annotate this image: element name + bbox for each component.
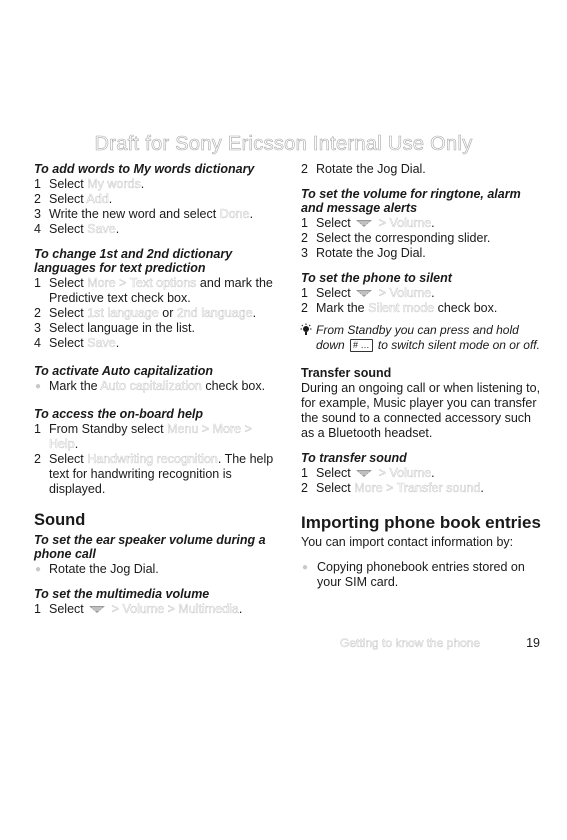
hash-key-icon: # …	[350, 339, 373, 352]
transfer-sound-section	[301, 366, 541, 496]
transfer-sound-title: Transfer sound	[301, 366, 392, 380]
change-language-step-3: 3 Select language in the list.	[34, 321, 195, 335]
ear-speaker-heading: To set the ear speaker volume during a phone call	[34, 533, 266, 561]
menu-label-save: Save	[87, 222, 116, 236]
help-step-1: 1 From Standby select Menu > More > Help.	[34, 422, 252, 451]
transfer-sound-step-2: 2 Select More > Transfer sound.	[301, 481, 484, 495]
add-words-section	[34, 162, 280, 237]
bullet-icon: ●	[302, 562, 309, 573]
menu-label-volume: > Volume	[375, 216, 432, 230]
settings-icon	[88, 605, 106, 614]
change-language-step-2: 2 Select 1st language or 2nd language.	[34, 306, 257, 320]
menu-label-2nd-language: 2nd language	[176, 306, 253, 320]
menu-label-text-options: More > Text options	[87, 276, 197, 290]
settings-icon	[355, 469, 373, 478]
page-footer	[340, 636, 540, 651]
silent-heading: To set the phone to silent	[301, 271, 452, 285]
import-phonebook-body: You can import contact information by:	[301, 535, 514, 549]
menu-label-save: Save	[87, 336, 116, 350]
menu-label-help-path: Menu > More > Help	[49, 422, 252, 451]
silent-step-2: 2 Mark the Silent mode check box.	[301, 301, 498, 315]
menu-label-auto-capitalization: Auto capitalization	[100, 379, 202, 393]
change-language-step-4: 4 Select Save.	[34, 336, 120, 350]
ringtone-volume-step-1: 1 Select > Volume.	[301, 216, 435, 230]
rotate-jog-dial-step: 2 Rotate the Jog Dial.	[301, 162, 426, 176]
menu-label-volume: > Volume	[375, 286, 432, 300]
add-words-step-2: 2 Select Add.	[34, 192, 113, 206]
ringtone-volume-section	[301, 187, 541, 261]
draft-watermark: Draft for Sony Ericsson Internal Use Only	[94, 133, 473, 155]
add-words-step-3: 3 Write the new word and select Done.	[34, 207, 254, 221]
ringtone-volume-heading: To set the volume for ringtone, alarm and message alerts	[301, 187, 521, 215]
change-language-heading: To change 1st and 2nd dictionary languages for text prediction	[34, 247, 233, 275]
silent-tip-note: From Standby you can press and hold down # … to switch silent mode on or off.	[301, 323, 541, 353]
import-phonebook-section	[301, 513, 541, 590]
change-language-step-1: 1 Select More > Text options and mark the Predictive text check box.	[34, 276, 273, 305]
menu-label-add: Add	[86, 192, 109, 206]
settings-icon	[355, 289, 373, 298]
auto-capitalization-bullet: ● Mark the Auto capitalization check box.	[35, 379, 266, 393]
auto-capitalization-section	[34, 364, 280, 394]
add-words-step-4: 4 Select Save.	[34, 222, 120, 236]
multimedia-volume-step-1: 1 Select > Volume > Multimedia.	[34, 602, 243, 616]
menu-label-my-words: My words	[87, 177, 141, 191]
silent-step-1: 1 Select > Volume.	[301, 286, 435, 300]
silent-section	[301, 271, 541, 316]
bullet-icon: ●	[35, 564, 42, 575]
transfer-sound-heading: To transfer sound	[301, 451, 407, 465]
help-section	[34, 407, 280, 497]
menu-label-transfer-sound: More > Transfer sound	[354, 481, 481, 495]
help-step-2: 2 Select Handwriting recognition. The help text for handwriting recognition is displayed.	[34, 452, 274, 496]
menu-label-volume: > Volume	[375, 466, 432, 480]
menu-label-1st-language: 1st language	[87, 306, 159, 320]
settings-icon	[355, 219, 373, 228]
change-language-section	[34, 247, 280, 351]
right-column	[301, 162, 541, 590]
import-phonebook-bullet: ● Copying phonebook entries stored on your SIM card.	[302, 560, 525, 589]
menu-label-volume-multimedia: > Volume > Multimedia	[108, 602, 239, 616]
bullet-icon: ●	[35, 381, 42, 392]
add-words-heading: To add words to My words dictionary	[34, 162, 255, 176]
add-words-step-1: 1 Select My words.	[34, 177, 145, 191]
transfer-sound-body: During an ongoing call or when listening to, for example, Music player you can transfer the sound to a connected accessory such as a Bluetooth headset.	[301, 381, 541, 440]
auto-capitalization-heading: To activate Auto capitalization	[34, 364, 213, 378]
left-column	[34, 162, 280, 617]
ear-speaker-bullet: ● Rotate the Jog Dial.	[35, 562, 159, 576]
page-number: 19	[526, 636, 540, 650]
multimedia-volume-heading: To set the multimedia volume	[34, 587, 210, 601]
sound-section	[34, 510, 280, 617]
transfer-sound-step-1: 1 Select > Volume.	[301, 466, 435, 480]
import-phonebook-title: Importing phone book entries	[301, 513, 541, 532]
sound-title: Sound	[34, 511, 86, 529]
tip-lightbulb-icon	[299, 323, 313, 337]
ringtone-volume-step-2: 2 Select the corresponding slider.	[301, 231, 491, 245]
menu-label-handwriting-recognition: Handwriting recognition	[87, 452, 218, 466]
footer-chapter-title: Getting to know the phone	[340, 636, 481, 650]
menu-label-done: Done	[219, 207, 250, 221]
menu-label-silent-mode: Silent mode	[368, 301, 435, 315]
help-heading: To access the on-board help	[34, 407, 204, 421]
ringtone-volume-step-3: 3 Rotate the Jog Dial.	[301, 246, 426, 260]
